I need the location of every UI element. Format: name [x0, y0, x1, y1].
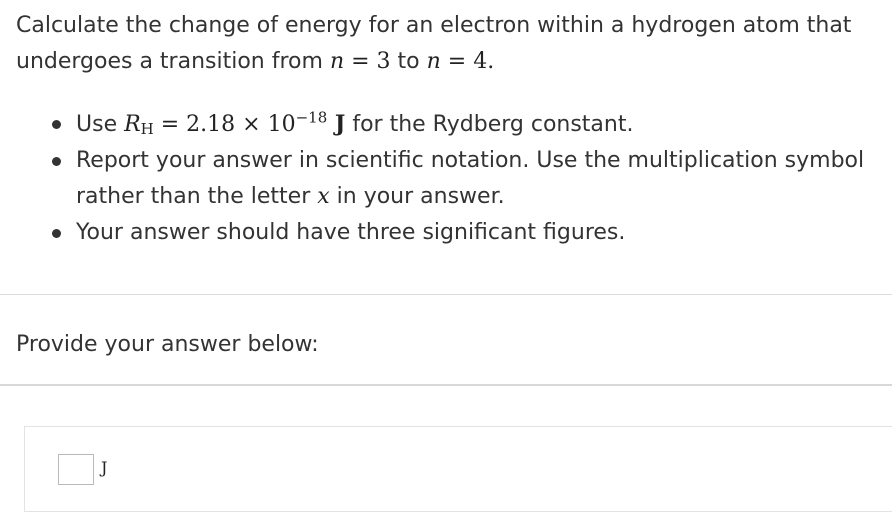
- to-word: to: [390, 49, 427, 74]
- rydberg-exponent: −18: [295, 108, 328, 127]
- sigfigs-text: Your answer should have three significant figures.: [76, 220, 626, 245]
- answer-area: [24, 426, 892, 512]
- question-line-1: Calculate the change of energy for an electron within a hydrogen atom that: [16, 13, 852, 38]
- final-level: = 4.: [440, 49, 495, 74]
- question-line-2: [16, 44, 876, 80]
- n-variable-2: n: [426, 49, 441, 74]
- answer-prompt: Provide your answer below:: [16, 332, 319, 357]
- rydberg-rest: for the Rydberg constant.: [345, 112, 634, 137]
- unit-label: J: [101, 458, 108, 477]
- rydberg-value: = 2.18 × 10: [153, 112, 296, 137]
- n-variable: n: [329, 49, 345, 74]
- rydberg-unit: J: [327, 111, 346, 137]
- rydberg-subscript: H: [140, 120, 154, 138]
- divider-bottom: [0, 384, 892, 386]
- question-line-2-text: undergoes a transition from: [16, 49, 330, 74]
- use-word: Use: [76, 112, 125, 137]
- divider-top: [0, 294, 892, 295]
- x-letter: x: [317, 184, 330, 209]
- initial-level: = 3: [344, 49, 391, 74]
- notation-end: in your answer.: [329, 184, 505, 209]
- rydberg-symbol: R: [124, 112, 141, 137]
- instruction-sigfigs: [44, 215, 884, 251]
- instruction-rydberg: [44, 106, 884, 143]
- instruction-notation: [44, 143, 884, 215]
- question-text: [16, 8, 876, 80]
- instruction-list: [44, 106, 884, 251]
- notation-text: Report your answer in scientific notation. Use the multiplication symbol rather than the letter: [76, 148, 865, 209]
- answer-input[interactable]: [58, 454, 94, 485]
